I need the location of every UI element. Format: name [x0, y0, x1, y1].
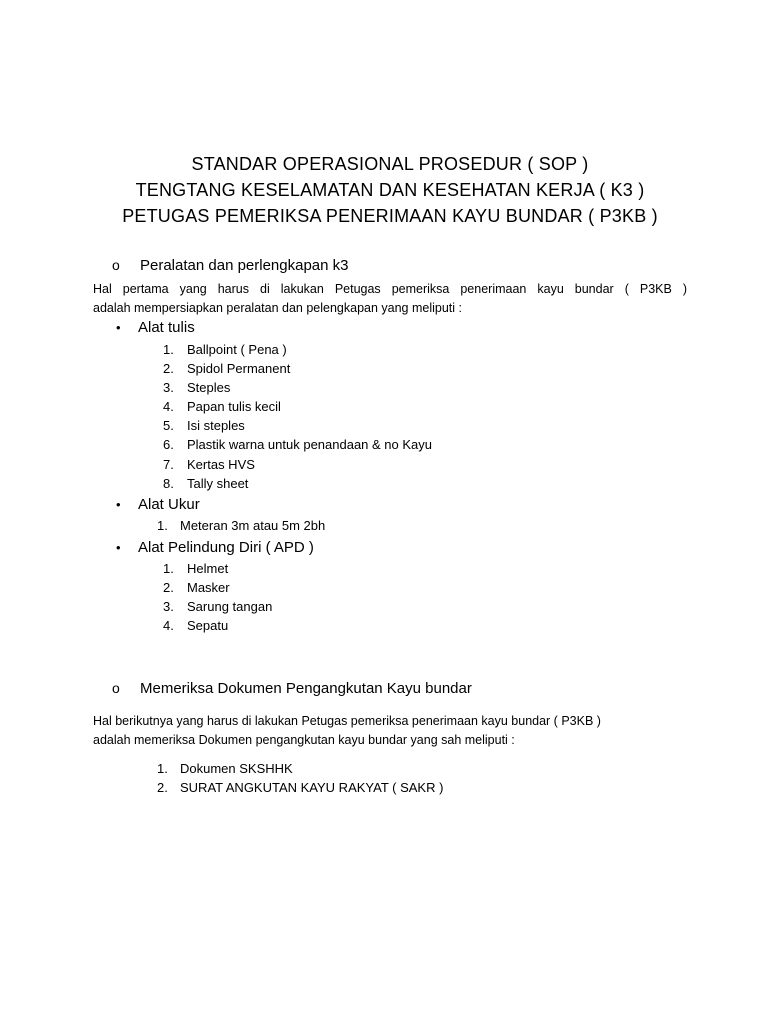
list-text: Kertas HVS [187, 457, 255, 472]
list-item [163, 361, 290, 377]
list-item [163, 342, 287, 358]
list-item [157, 761, 293, 777]
bullet-alat-tulis [116, 319, 195, 336]
title-line-1: STANDAR OPERASIONAL PROSEDUR ( SOP ) [191, 154, 589, 174]
list-number: 5. [163, 418, 174, 433]
list-text: SURAT ANGKUTAN KAYU RAKYAT ( SAKR ) [180, 780, 444, 795]
list-number: 1. [163, 342, 174, 357]
list-number: 3. [163, 380, 174, 395]
list-text: Masker [187, 580, 230, 595]
list-text: Ballpoint ( Pena ) [187, 342, 287, 357]
section2-paragraph [93, 712, 687, 750]
list-text: Isi steples [187, 418, 245, 433]
circle-bullet-icon: o [112, 680, 120, 696]
list-number: 4. [163, 618, 174, 633]
section1-heading [112, 257, 349, 274]
bullet-alat-ukur [116, 496, 200, 513]
list-number: 2. [163, 361, 174, 376]
bullet-label: Alat Pelindung Diri ( APD ) [138, 539, 314, 556]
list-text: Spidol Permanent [187, 361, 291, 376]
list-text: Meteran 3m atau 5m 2bh [180, 518, 326, 533]
title-line-3: PETUGAS PEMERIKSA PENERIMAAN KAYU BUNDAR ( P3KB ) [122, 206, 658, 226]
bullet-apd [116, 539, 314, 556]
paragraph-line: Hal berikutnya yang harus di lakukan Petugas pemeriksa penerimaan kayu bundar ( P3KB ) [93, 714, 601, 728]
bullet-label: Alat tulis [138, 319, 195, 336]
bullet-icon: • [116, 497, 121, 512]
list-number: 1. [157, 518, 168, 533]
list-text: Sarung tangan [187, 599, 273, 614]
list-item [163, 476, 248, 492]
list-item [163, 599, 272, 615]
list-number: 4. [163, 399, 174, 414]
list-item [163, 618, 228, 634]
bullet-icon: • [116, 540, 121, 555]
list-item [163, 580, 230, 596]
list-item [163, 418, 245, 434]
list-number: 2. [163, 580, 174, 595]
list-item [163, 561, 228, 577]
list-text: Sepatu [187, 618, 229, 633]
list-text: Papan tulis kecil [187, 399, 281, 414]
list-item [157, 780, 443, 796]
list-number: 6. [163, 437, 174, 452]
list-item [163, 399, 281, 415]
section1-paragraph [93, 280, 687, 318]
list-item [163, 457, 255, 473]
section2-heading [112, 680, 472, 697]
paragraph-line: Hal pertama yang harus di lakukan Petugas pemeriksa penerimaan kayu bundar ( P3KB ) [93, 282, 687, 296]
title-line-2: TENGTANG KESELAMATAN DAN KESEHATAN KERJA ( K3 ) [135, 180, 645, 200]
list-number: 1. [163, 561, 174, 576]
list-number: 1. [157, 761, 168, 776]
list-item [157, 518, 325, 534]
list-text: Dokumen SKSHHK [180, 761, 293, 776]
list-text: Plastik warna untuk penandaan & no Kayu [187, 437, 433, 452]
list-number: 2. [157, 780, 168, 795]
list-number: 7. [163, 457, 174, 472]
section1-heading-text: Peralatan dan perlengkapan k3 [140, 257, 349, 274]
bullet-label: Alat Ukur [138, 496, 200, 513]
bullet-icon: • [116, 320, 121, 335]
paragraph-line: adalah mempersiapkan peralatan dan pelengkapan yang meliputi : [93, 301, 463, 315]
circle-bullet-icon: o [112, 257, 120, 273]
section2-heading-text: Memeriksa Dokumen Pengangkutan Kayu bundar [140, 680, 472, 697]
list-number: 3. [163, 599, 174, 614]
paragraph-line: adalah memeriksa Dokumen pengangkutan kayu bundar yang sah meliputi : [93, 733, 515, 747]
list-text: Helmet [187, 561, 229, 576]
list-item [163, 437, 432, 453]
list-text: Tally sheet [187, 476, 249, 491]
list-number: 8. [163, 476, 174, 491]
list-item [163, 380, 230, 396]
list-text: Steples [187, 380, 231, 395]
